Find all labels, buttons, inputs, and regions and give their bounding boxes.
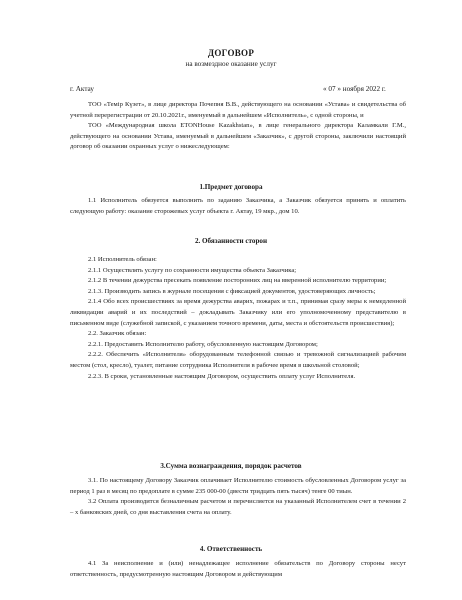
paragraph: 2.1.3. Производить запись в журнале посещения с фиксацией документов, удостоверяющих личность; — [88, 287, 376, 295]
paragraph: 2.1.4 Обо всех происшествиях за время дежурства аварих, пожарах и т.п., принимая сразу меры к немедленной ликвидации аварий и их последствий – докладывать Заказчику или его уполномоченному представителю в письменном виде (служебной запиской, с указанием точного времени, даты, места и обстоятельств происшествия); — [70, 298, 406, 327]
paragraph: 2.2. Заказчик обязан: — [88, 330, 147, 338]
paragraph: 2.1.2 В течении дежурства пресекать появление посторонних лиц на вверенной исполнителю территории; — [88, 277, 387, 285]
section-heading-obligations: 2. Обязанности сторон — [194, 237, 268, 245]
document-subtitle: на возмездное оказание услуг — [185, 60, 277, 68]
paragraph: 2.2.1. Предоставить Исполнителю работу, обусловленную настоящим Договором; — [88, 340, 318, 348]
intro-paragraph: ТОО «Международная школа ETONHouse Kazakhstan», в лице генерального директора Каламкали Г.М., действующего на основании Устава, именуемый в дальнейшем «Заказчик», с другой стороны, заключили настоящий договор об оказании охранных услуг о нижеследующем: — [70, 122, 406, 151]
paragraph: 2.2.2. Обеспечить «Исполнителя» оборудованным телефонной связью и тревожной сигнализацией рабочим местом (стол, кресло), туалет, питание сотрудника Исполнителя в рабочее время в школьной столовой; — [70, 351, 406, 369]
section-heading-payment: 3.Сумма вознаграждения, порядок расчетов — [160, 462, 302, 470]
intro-block — [70, 100, 406, 153]
paragraph: 2.2.3. В сроки, установленные настоящим Договором, осуществить оплату услуг Исполнителя. — [88, 372, 356, 380]
paragraph: 1.1 Исполнитель обязуется выполнить по заданию Заказчика, а Заказчик обязуется принять и оплатить следующую работу: оказание сторожевых услуг объекта г. Актау, 19 мкр., дом 10. — [70, 197, 406, 215]
paragraph: 3.1. По настоящему Договору Заказчик оплачивает Исполнителю стоимость обусловленных Договором услуг за период 1 раз в месяц по предоплате в сумме 235 000-00 (двести тридцать пять тысяч) тенге 00 тиын. — [70, 477, 406, 495]
paragraph: 2.1.1 Осуществлять услугу по сохранности имущества объекта Заказчика; — [88, 266, 297, 274]
paragraph: 4.1 За неисполнение и (или) ненадлежащее исполнение обязательств по Договору стороны несут ответственность, предусмотренную настоящим Договором и действующим — [70, 560, 406, 578]
section-heading-subject: 1.Предмет договора — [199, 183, 263, 191]
section-heading-liability: 4. Ответственность — [199, 545, 263, 553]
document-title: ДОГОВОР — [207, 48, 255, 58]
section-liability — [70, 559, 406, 580]
intro-paragraph: ТОО «Темір Күзет», в лице директора Почепня В.В., действующего на основании «Устава» и свидетельства об учетной перерегистрации от 20.10.2021г., именуемый в дальнейшем «Исполнитель», с одной стороны, и — [70, 101, 406, 119]
paragraph: 3.2 Оплата производится безналичным расчетом и перечисляется на указанный Исполнителем счет в течении 2 – х банковских дней, со дня выставления счета на оплату. — [70, 498, 406, 516]
contract-date: « 07 » ноября 2022 г. — [323, 85, 386, 93]
section-payment — [70, 476, 406, 518]
contract-city: г. Актау — [70, 85, 94, 93]
section-subject — [70, 196, 406, 217]
paragraph: 2.1 Исполнитель обязан: — [88, 256, 157, 263]
section-obligations — [70, 255, 406, 382]
